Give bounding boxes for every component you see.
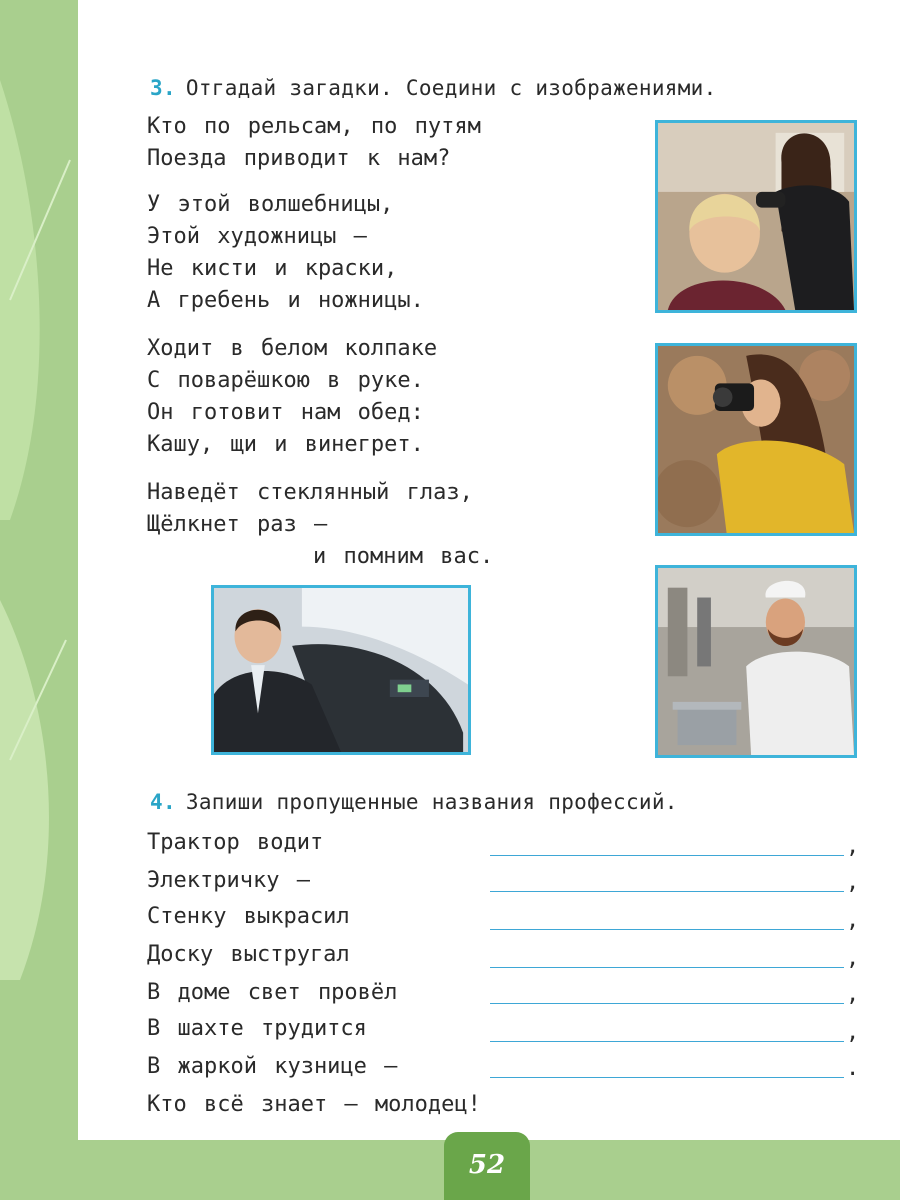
task-3-number: 3. (150, 76, 176, 100)
riddle-line: А гребень и ножницы. (147, 288, 424, 313)
punctuation: , (846, 946, 860, 971)
riddle-line: Не кисти и краски, (147, 256, 398, 281)
punctuation: , (846, 1020, 860, 1045)
answer-field[interactable] (490, 1003, 844, 1004)
answer-field[interactable] (490, 1077, 844, 1078)
chef-photo[interactable] (655, 565, 857, 758)
riddle-line: Щёлкнет раз — (147, 512, 328, 537)
riddle-line: Этой художницы — (147, 224, 367, 249)
task-4-title: 4. Запиши пропущенные названия профессий. (150, 790, 678, 814)
riddle-line: и помним вас. (313, 544, 494, 569)
train-driver-photo[interactable] (211, 585, 471, 755)
punctuation: , (846, 982, 860, 1007)
profession-line: Кто всё знает — молодец! (147, 1092, 481, 1117)
punctuation: . (846, 1056, 860, 1081)
profession-line: Трактор водит (147, 830, 324, 855)
profession-line: В шахте трудится (147, 1016, 367, 1041)
leaf-decoration (0, 0, 80, 1200)
task-3-title: 3. Отгадай загадки. Соедини с изображениями. (150, 76, 717, 100)
punctuation: , (846, 908, 860, 933)
answer-field[interactable] (490, 1041, 844, 1042)
answer-field[interactable] (490, 891, 844, 892)
punctuation: , (846, 834, 860, 859)
answer-field[interactable] (490, 967, 844, 968)
riddle-line: Поезда приводит к нам? (147, 146, 451, 171)
riddle-line: Он готовит нам обед: (147, 400, 424, 425)
answer-field[interactable] (490, 855, 844, 856)
profession-line: Стенку выкрасил (147, 904, 350, 929)
page-number: 52 (468, 1150, 506, 1180)
profession-line: В жаркой кузнице — (147, 1054, 398, 1079)
riddle-line: Кто по рельсам, по путям (147, 114, 481, 139)
profession-line: Доску выстругал (147, 942, 350, 967)
profession-line: Электричку — (147, 868, 310, 893)
riddle-line: С поварёшкою в руке. (147, 368, 424, 393)
answer-field[interactable] (490, 929, 844, 930)
riddle-line: Наведёт стеклянный глаз, (147, 480, 473, 505)
riddle-line: У этой волшебницы, (147, 192, 394, 217)
hairdresser-photo[interactable] (655, 120, 857, 313)
riddle-line: Кашу, щи и винегрет. (147, 432, 424, 457)
photographer-photo[interactable] (655, 343, 857, 536)
punctuation: , (846, 870, 860, 895)
task-4-number: 4. (150, 790, 176, 814)
profession-line: В доме свет провёл (147, 980, 398, 1005)
riddle-line: Ходит в белом колпаке (147, 336, 438, 361)
